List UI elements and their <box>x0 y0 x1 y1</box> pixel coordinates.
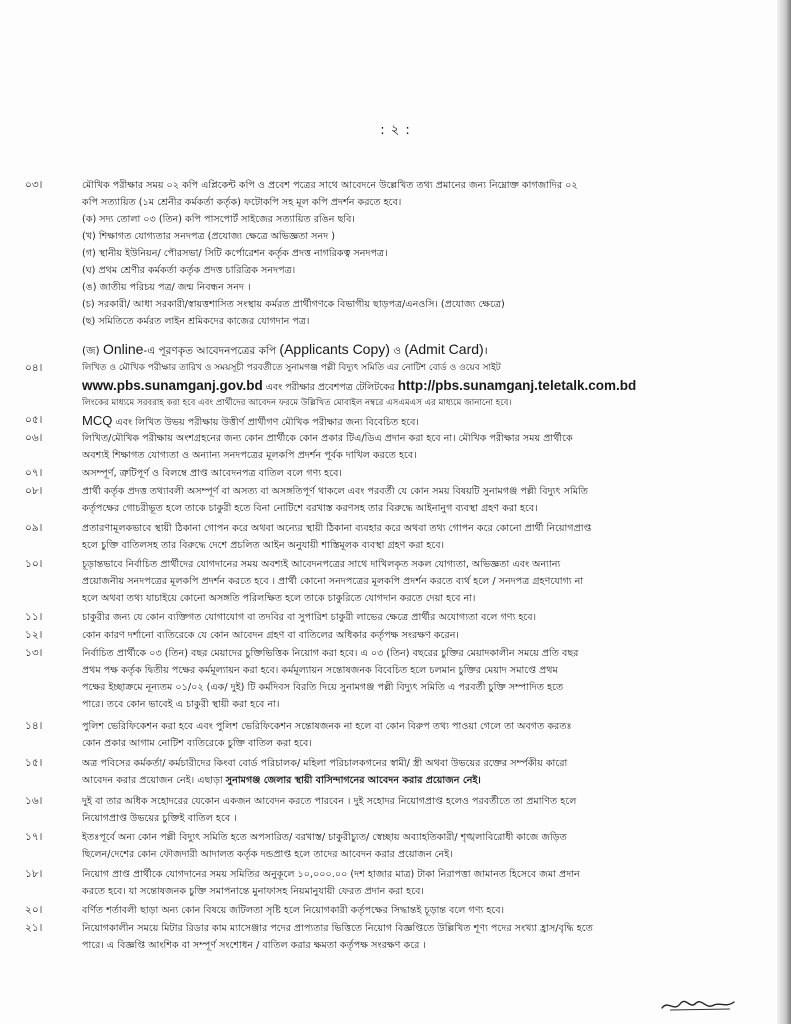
text-span: এবং লিখিত উভয় পরীক্ষায় উত্তীর্ণ প্রার্থীগণ মৌখিক পরীক্ষার জন্য বিবেচিত হবে। <box>112 417 419 428</box>
text-line: (গ) স্থানীয় ইউনিয়ন/ পৌরসভা/ সিটি কর্পোরেশন কর্তৃক প্রদত্ত নাগরিকত্ব সনদপত্র। <box>82 248 388 259</box>
text-line: প্রথম পক্ষ কর্তৃক দ্বিতীয় পক্ষের কর্মমূল্যায়ন করা হবে। কর্মমূল্যায়ন সন্তোষজনক বিবেচিত হলে চলমান চুক্তির মেয়াদ সমাপ্তে প্রথম <box>82 665 558 676</box>
text-span: (Applicants Copy) <box>279 341 390 357</box>
teletalk-link[interactable]: http://pbs.sunamganj.teletalk.com.bd <box>397 378 637 393</box>
text-span: -এ পূরণকৃত আবেদনপত্রের কপি <box>143 345 280 357</box>
text-line: কর্তৃপক্ষের গোচরীভূত হলে তাকে চাকুরী হতে বিনা নোটিশে বরখাস্ত করণসহ তার বিরুদ্ধে আইনানুগ ব্যবস্থা গ্রহণ করা হবে। <box>82 503 538 514</box>
text-line: মৌখিক পরীক্ষার সময় ০২ কপি এপ্লিকেন্ট কপি ও প্রবেশ পত্রের সাথে আবেদনে উল্লেখিত তথ্য প্রমানের জন্য নিম্নোক্ত কাগজাদির ০২ <box>82 180 578 191</box>
text-line: হলে চুক্তি বাতিলসহ তার বিরুদ্ধে দেশে প্রচলিত আইন অনুযায়ী শাস্তিমূলক ব্যবস্থা গ্রহণ করা হবে। <box>82 540 445 551</box>
text-span: । <box>483 345 488 357</box>
clause-number: ১২। <box>25 629 43 641</box>
text-line: পক্ষের ইচ্ছাক্রমে নূন্যতম ০১/০২ (এক/ দুই) টি কর্মদিবস বিরতি দিয়ে সুনামগঞ্জ পল্লী বিদ্যুৎ সমিতি এ পরবর্তী চুক্তি সম্পাদিত হতে <box>82 682 564 693</box>
clause-number: ০৬। <box>25 432 43 444</box>
text-span: (জ) <box>82 345 103 357</box>
text-line: বর্ণিত শর্তাবলী ছাড়া অন্য কোন বিষয়ে জটিলতা সৃষ্টি হলে নিয়োগকারী কর্তৃপক্ষের সিদ্ধান্তই চূড়ান্ত বলে গণ্য হবে। <box>82 905 505 916</box>
clause-text <box>82 829 764 863</box>
text-line <box>82 376 764 396</box>
text-line: পারে। এ বিজ্ঞপ্তি আংশিক বা সম্পূর্ণ সংশোধন / বাতিল করার ক্ষমতা কর্তৃপক্ষ সংরক্ষণ করে । <box>82 940 426 951</box>
clause-number: ০৭। <box>25 467 43 479</box>
clause-text <box>82 902 764 919</box>
clause-number: ২১। <box>25 922 43 934</box>
text-span: আবেদন করার প্রয়োজন নেই। এছাড়া <box>82 775 226 786</box>
text-span: ও <box>389 345 405 357</box>
text-span: MCQ <box>82 413 113 428</box>
clause-number: ১৫। <box>25 757 43 769</box>
clause-number: ০৩। <box>25 179 43 191</box>
text-line <box>82 412 764 429</box>
text-line: লিংকের মাধ্যমে সরবরাহ করা হবে এবং প্রার্থীদের আবেদন ফরমে উল্লিখিত মোবাইল নম্বরে এসএমএস এর মাধ্যমে জানানো হবে। <box>82 398 512 408</box>
clause-number: ০৮। <box>25 485 43 497</box>
clause-number: ১৪। <box>25 720 43 732</box>
clause-text <box>82 627 764 644</box>
clause-text <box>82 718 764 752</box>
clause-number: ১৭। <box>25 831 43 843</box>
clause-number: ০৫। <box>25 414 43 426</box>
text-line: নির্বাচিত প্রার্থীকে ০৩ (তিন) বছর মেয়াদের চুক্তিভিত্তিক নিয়োগ করা হবে। এ ০৩ (তিন) বছরের চুক্তির মেয়াদকালীন সময়ে প্রতি বছর <box>82 648 579 659</box>
clause-text <box>82 341 764 359</box>
text-line <box>82 772 764 789</box>
text-line: প্রয়োজনীয় সনদপত্রের মূলকপি প্রদর্শন করতে হবে । প্রার্থী কোনো সনদপত্রের মূলকপি প্রদর্শন করতে ব্যর্থ হলে / সনদপত্র গ্রহণযোগ্য না <box>82 576 584 587</box>
website-link[interactable]: www.pbs.sunamganj.gov.bd <box>82 378 263 393</box>
clause-number: ০৯। <box>25 522 43 534</box>
page-number: : ২ : <box>380 123 411 138</box>
clause-number: ০৪। <box>25 362 43 374</box>
text-line: চাকুরীর জন্য যে কোন ব্যক্তিগত যোগাযোগ বা তদবির বা সুপারিশ চাকুরী লাভের ক্ষেত্রে প্রার্থীর অযোগ্যতা বলে গণ্য হবে। <box>82 612 537 623</box>
text-line <box>82 341 764 359</box>
text-line: (চ) সরকারী/ আধা সরকারী/স্বায়ত্তশাসিত সংস্থায় কর্মরত প্রার্থীগণকে বিভাগীয় ছাড়পত্র/এনওসি। (প্রযোজ্য ক্ষেত্রে) <box>82 299 505 310</box>
clause-number: ১৮। <box>25 868 43 880</box>
clause-text <box>82 177 764 330</box>
text-line: অত্র পবিসের কর্মকর্তা/ কর্মচারীদের কিংবা বোর্ড পরিচালক/ মহিলা পরিচালকগনের স্বামী/ স্ত্রী অথবা উভয়ের রক্তের সর্ম্পকীয় কারো <box>82 758 568 769</box>
clause-text <box>82 556 764 607</box>
clause-text <box>82 465 764 482</box>
text-line: নিয়োগ প্রাপ্ত প্রার্থীকে যোগদানের সময় সমিতির অনুকূলে ১০,০০০.০০ (দশ হাজার মাত্র) টাকা নিরাপত্তা জামানত হিসেবে জমা প্রদান <box>82 869 580 880</box>
clause-text <box>82 609 764 626</box>
text-line: পুলিশ ভেরিফিকেশন করা হবে এবং পুলিশ ভেরিফিকেশন সন্তোষজনক না হলে বা কোন বিরুপ তথ্য পাওয়া গেলে তা অবগত করতঃ <box>82 721 572 732</box>
clause-number: ১০। <box>25 558 43 570</box>
text-line: দুই বা তার অধিক সহোদরের যেকোন একজন আবেদন করতে পারবেন । দুই সহোদর নিয়োগপ্রাপ্ত হলেও পরবর্তীতে তা প্রমাণিত হলে <box>82 796 577 807</box>
clause-number: ২০। <box>25 904 43 916</box>
clause-text <box>82 430 764 464</box>
text-line: অবশ্যই শিক্ষাগত যোগ্যতা ও অন্যান্য সনদপত্রের মূলকপি প্রদর্শন পূর্বক দাখিল করতে হবে। <box>82 450 417 461</box>
text-line: কোন কারণ দর্শানো ব্যতিরেকে যে কোন আবেদন গ্রহণ বা বাতিলের অধিকার কর্তৃপক্ষ সংরক্ষণ করেন। <box>82 630 459 641</box>
scan-edge-shadow <box>777 0 791 1024</box>
clause-text <box>82 793 764 827</box>
clause-text <box>82 360 764 410</box>
text-line: (ক) সদ্য তোলা ০৩ (তিন) কপি পাসপোর্ট সাইজের সত্যায়িত রঙিন ছবি। <box>82 214 355 225</box>
text-line: (ঙ) জাতীয় পরিচয় পত্র/ জন্ম নিবন্ধন সনদ । <box>82 282 251 293</box>
clause-text <box>82 920 764 954</box>
text-line: কোন প্রকার আগাম নোটিশ ব্যতিরেকে চুক্তি বাতিল করা হবে। <box>82 738 312 749</box>
text-line: অসম্পূর্ণ, ত্রুটিপূর্ণ ও বিলম্বে প্রাপ্ত আবেদনপত্র বাতিল বলে গণ্য হবে। <box>82 468 342 479</box>
text-line: লিখিত/মৌখিক পরীক্ষায় অংশগ্রহনের জন্য কোন প্রার্থীকে কোন প্রকার টিএ/ডিএ প্রদান করা হবে না। মৌখিক পরীক্ষার সময় প্রার্থীকে <box>82 433 573 444</box>
text-line: ইতঃপূর্বে অন্য কোন পল্লী বিদ্যুৎ সমিতি হতে অপসারিত/ বরখাস্ত/ চাকুরীচ্যুত/ স্বেচ্ছায় অব্যাহতিকারী/ শৃঙ্খলাবিরোধী কাজে জড়িত <box>82 832 567 843</box>
text-line: নিয়োগপ্রাপ্ত উভয়ের চুক্তিই বাতিল হবে । <box>82 813 237 824</box>
clause-text <box>82 755 764 789</box>
text-line: নিয়োগকালীন সময়ে মিটার রিডার কাম ম্যাসেঞ্জার পদের প্রাপ্যতার ভিত্তিতে নিয়োগ বিজ্ঞপ্তিতে উল্লিখিত শূণ্য পদের সংখ্যা হ্রাস/বৃদ্ধি হতে <box>82 923 593 934</box>
text-span: এবং পরীক্ষার প্রবেশপত্র টেলিটকের <box>262 382 398 393</box>
text-line: ছিলেন/দেশের কোন ফৌজদারী আদালত কর্তৃক দন্ডপ্রাপ্ত হলে তাদের আবেদন করার প্রয়োজন নেই। <box>82 849 453 860</box>
clause-text <box>82 483 764 517</box>
bold-notice: সুনামগঞ্জ জেলার স্থায়ী বাসিন্দাগনের আবেদন করার প্রয়োজন নেই। <box>225 775 481 786</box>
clause-text <box>82 412 764 429</box>
text-line: হলে অথবা তথ্য যাচাইয়ে কোনো অসঙ্গতি পরিলক্ষিত হলে তাকে চাকুরিতে যোগদান করতে দেয়া হবে না। <box>82 593 476 604</box>
text-span: Online <box>102 341 144 357</box>
clause-number: ১১। <box>25 611 43 623</box>
text-line: (ঘ) প্রথম শ্রেণীর কর্মকর্তা কর্তৃক প্রদত্ত চারিত্রিক সনদপত্র। <box>82 265 296 276</box>
clause-text <box>82 866 764 900</box>
text-line: কপি সত্যায়িত (১ম শ্রেনীর কর্মকর্তা কর্তৃক) ফটোকপি সহ মূল কপি প্রদর্শন করতে হবে। <box>82 197 402 208</box>
clause-text <box>82 645 764 713</box>
text-line: পারে। তবে কোন ভাবেই এ চাকুরী স্থায়ী করা হবে না। <box>82 699 280 710</box>
clause-text <box>82 520 764 554</box>
text-line: প্রার্থী কর্তৃক প্রদত্ত তথ্যাবলী অসম্পূর্ণ বা অসত্য বা অসঙ্গতিপূর্ণ থাকলে এবং পরবর্তী যে কোন সময় বিষয়টি সুনামগঞ্জ পল্লী বিদ্যুৎ সমিতি <box>82 486 588 497</box>
clause-number: ১৬। <box>25 795 43 807</box>
text-span: (Admit Card) <box>404 341 484 357</box>
text-line: (ছ) সমিতিতে কর্মরত লাইন শ্রমিকদের কাজের যোগদান পত্র। <box>82 316 310 327</box>
text-line: করতে হবে। যা সন্তোষজনক চুক্তি সমাপনান্তে মুনাফাসহ নিয়মানুযায়ী ফেরত প্রদান করা হবে। <box>82 886 424 897</box>
signature-initials <box>660 996 740 1016</box>
text-line: লিখিত ও মৌখিক পরীক্ষার তারিখ ও সময়সূচী পরবর্তীতে সুনামগঞ্জ পল্লী বিদ্যুৎ সমিতি এর নোটিশ বোর্ড ও ওয়েব সাইট <box>82 363 501 373</box>
text-line: চূড়ান্তভাবে নির্বাচিত প্রার্থীদের যোগদানের সময় অবশ্যই আবেদনপত্রের সাথে দাখিলকৃত সকল যোগ্যতা, অভিজ্ঞতা এবং অন্যান্য <box>82 559 561 570</box>
text-line: (খ) শিক্ষাগত যোগ্যতার সনদপত্র (প্রযোজ্য ক্ষেত্রে অভিজ্ঞতা সনদ ) <box>82 231 336 242</box>
text-line: প্রতারণামূলকভাবে স্থায়ী ঠিকানা গোপন করে অথবা অন্যের স্থায়ী ঠিকানা ব্যবহার করে অথবা তথ্য গোপন করে কোনো প্রার্থী নিয়োগপ্রাপ্ত <box>82 523 592 534</box>
clause-number: ১৩। <box>25 647 43 659</box>
